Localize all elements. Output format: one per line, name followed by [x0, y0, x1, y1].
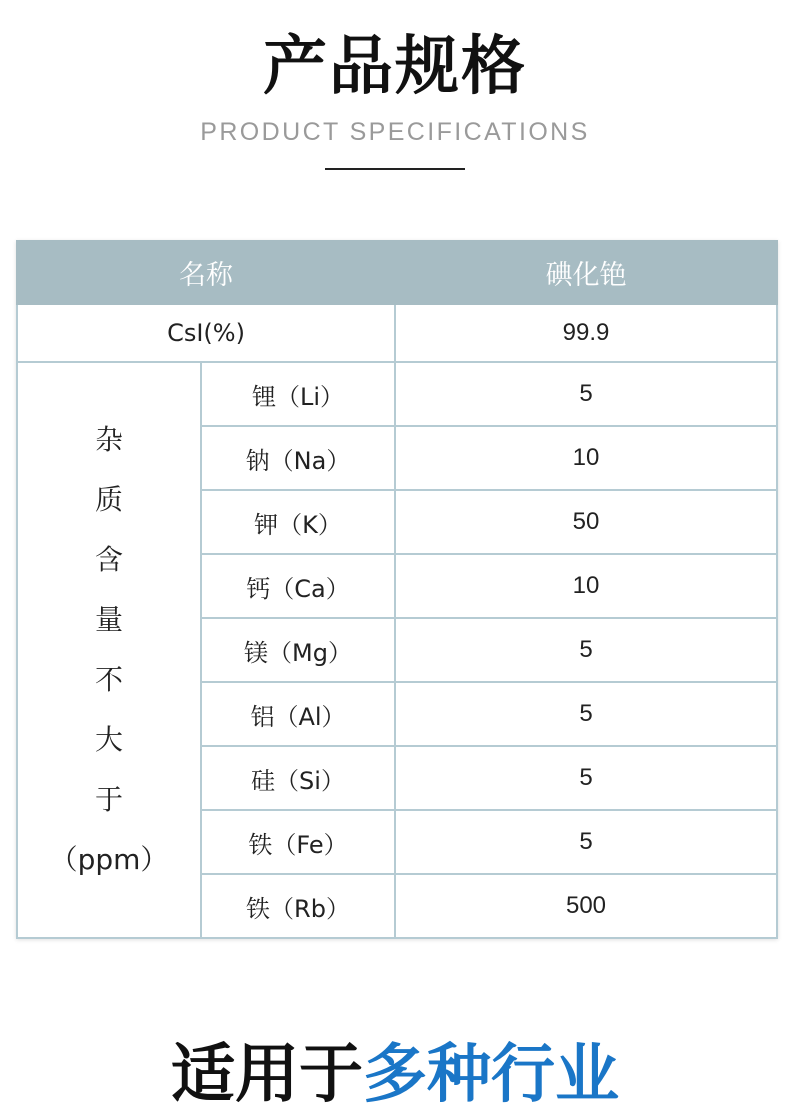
impurity-group-char: 于	[94, 783, 123, 816]
impurity-row	[17, 362, 777, 426]
impurity-group-char: 杂	[94, 423, 123, 456]
purity-value: 99.9	[395, 304, 777, 362]
header-value-cell: 碘化铯	[395, 241, 777, 304]
impurity-group-char: 不	[94, 663, 123, 696]
impurity-element: 钾（K）	[201, 490, 395, 554]
impurity-value: 5	[395, 682, 777, 746]
impurity-value: 10	[395, 426, 777, 490]
table-header-row	[17, 241, 777, 304]
impurity-value: 5	[395, 746, 777, 810]
impurity-group-char: 大	[94, 723, 123, 756]
impurity-value: 500	[395, 874, 777, 938]
impurity-element: 铝（Al）	[201, 682, 395, 746]
impurity-value: 50	[395, 490, 777, 554]
impurity-element: 镁（Mg）	[201, 618, 395, 682]
impurity-element: 锂（Li）	[201, 362, 395, 426]
title-divider	[325, 168, 465, 170]
impurity-element: 铁（Rb）	[201, 874, 395, 938]
impurity-group-char: 质	[94, 483, 123, 516]
impurity-group-label	[17, 362, 201, 938]
impurity-element: 铁（Fe）	[201, 810, 395, 874]
section-heading-part1: 适用于	[171, 1038, 363, 1112]
section-heading	[0, 1030, 790, 1120]
section-heading-part2: 多种行业	[363, 1038, 619, 1112]
purity-label: CsI(%)	[17, 304, 395, 362]
page-subtitle: PRODUCT SPECIFICATIONS	[200, 118, 590, 146]
impurity-group-char: 量	[94, 603, 123, 636]
impurity-element: 钠（Na）	[201, 426, 395, 490]
impurity-element: 硅（Si）	[201, 746, 395, 810]
spec-table	[16, 240, 778, 939]
impurity-value: 5	[395, 810, 777, 874]
impurity-value: 10	[395, 554, 777, 618]
impurity-element: 钙（Ca）	[201, 554, 395, 618]
purity-row	[17, 304, 777, 362]
page-title: 产品规格	[263, 30, 527, 104]
impurity-value: 5	[395, 618, 777, 682]
header-name-cell: 名称	[17, 241, 395, 304]
impurity-value: 5	[395, 362, 777, 426]
impurity-group-char: 含	[94, 543, 123, 576]
impurity-group-char: （ppm）	[49, 843, 169, 876]
